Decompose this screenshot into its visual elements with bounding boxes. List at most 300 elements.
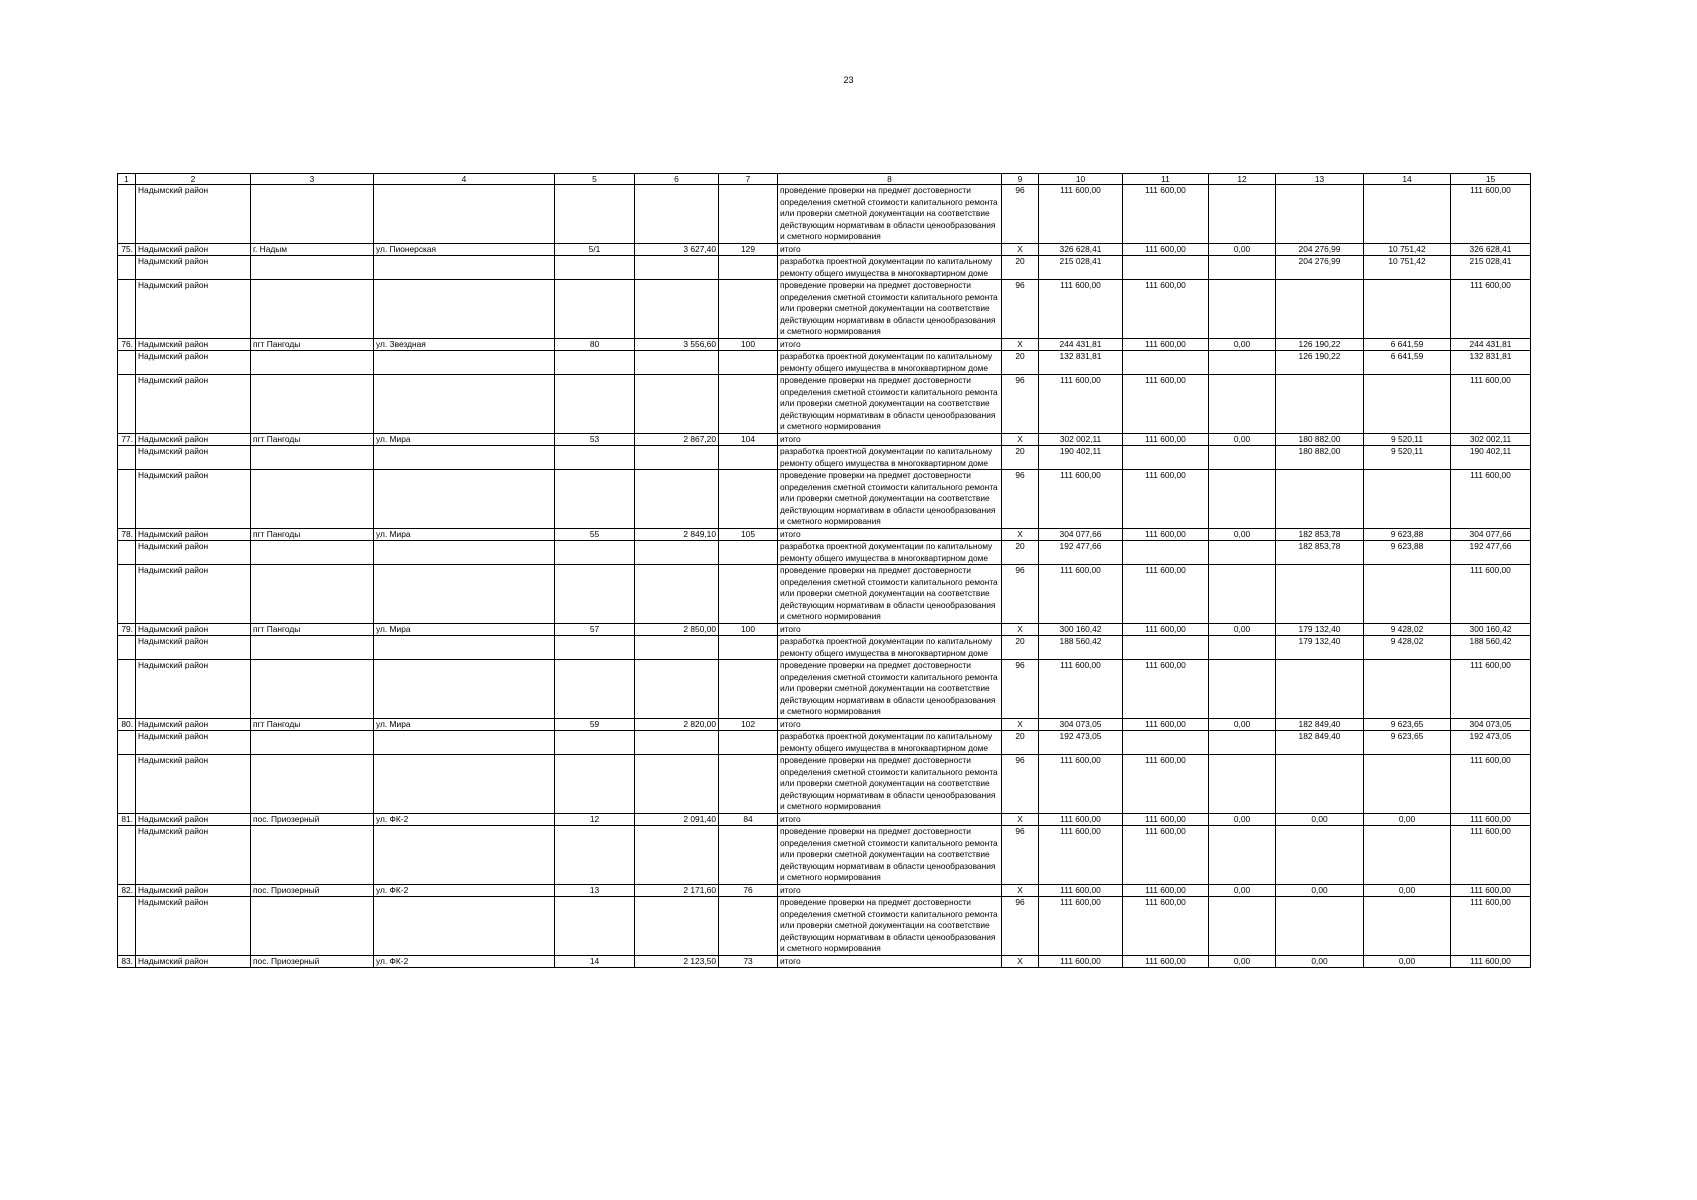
- cell-total-cost: 111 600,00: [1039, 185, 1123, 244]
- cell-district: Надымский район: [136, 446, 251, 470]
- cell-cost-col-14: 9 428,02: [1364, 623, 1451, 636]
- cell-cost-col-13: 179 132,40: [1276, 636, 1364, 660]
- cell-residents: [719, 731, 778, 755]
- cell-row-number: 80.: [118, 718, 136, 731]
- cell-work-code: X: [1002, 955, 1039, 968]
- cell-cost-col-12: [1209, 541, 1276, 565]
- cell-street: [374, 375, 555, 434]
- cell-work-code: X: [1002, 718, 1039, 731]
- cell-street: [374, 185, 555, 244]
- cell-residents: 84: [719, 813, 778, 826]
- cell-total-cost: 192 477,66: [1039, 541, 1123, 565]
- cell-cost-col-13: 0,00: [1276, 813, 1364, 826]
- cell-house-number: 59: [555, 718, 635, 731]
- cell-locality: пос. Приозерный: [251, 955, 374, 968]
- cell-work-code: X: [1002, 243, 1039, 256]
- cell-work-code: 96: [1002, 897, 1039, 956]
- cell-cost-col-12: [1209, 256, 1276, 280]
- cell-cost-col-15: 111 600,00: [1451, 565, 1531, 624]
- cell-residents: [719, 375, 778, 434]
- cell-area: [635, 636, 719, 660]
- cell-work-code: 96: [1002, 755, 1039, 814]
- table-row: [118, 470, 1531, 529]
- cell-work-code: 96: [1002, 185, 1039, 244]
- cell-total-cost: 111 600,00: [1039, 813, 1123, 826]
- cell-area: 2 123,50: [635, 955, 719, 968]
- table-row: [118, 731, 1531, 755]
- cell-cost-col-12: [1209, 470, 1276, 529]
- cell-residents: 76: [719, 884, 778, 897]
- cell-cost-col-13: [1276, 280, 1364, 339]
- cell-residents: [719, 541, 778, 565]
- cell-row-number: [118, 731, 136, 755]
- cell-cost-col-15: 111 600,00: [1451, 955, 1531, 968]
- cell-locality: [251, 375, 374, 434]
- cell-cost-col-11: 111 600,00: [1123, 375, 1209, 434]
- cell-street: ул. Мира: [374, 718, 555, 731]
- cell-residents: 105: [719, 528, 778, 541]
- cell-cost-col-14: 9 520,11: [1364, 446, 1451, 470]
- cell-house-number: [555, 446, 635, 470]
- cell-row-number: [118, 185, 136, 244]
- cell-district: Надымский район: [136, 755, 251, 814]
- cell-area: [635, 565, 719, 624]
- cell-house-number: [555, 351, 635, 375]
- cell-cost-col-15: 111 600,00: [1451, 826, 1531, 885]
- cell-cost-col-14: 0,00: [1364, 884, 1451, 897]
- cell-row-number: [118, 446, 136, 470]
- cell-cost-col-11: 111 600,00: [1123, 884, 1209, 897]
- cell-work-type: проведение проверки на предмет достоверности определения сметной стоимости капитального ремонта или проверки сметной документации на соответствие действующим нормативам в области ценообразования и сметного нормирования: [778, 185, 1002, 244]
- table-row: [118, 884, 1531, 897]
- cell-work-code: 96: [1002, 660, 1039, 719]
- column-header-1: 1: [118, 174, 136, 185]
- cell-cost-col-15: 111 600,00: [1451, 660, 1531, 719]
- cell-locality: г. Надым: [251, 243, 374, 256]
- cell-cost-col-13: 126 190,22: [1276, 351, 1364, 375]
- cell-area: [635, 731, 719, 755]
- cell-cost-col-15: 111 600,00: [1451, 185, 1531, 244]
- cell-residents: [719, 660, 778, 719]
- cell-residents: [719, 897, 778, 956]
- cell-locality: пгт Пангоды: [251, 623, 374, 636]
- cell-cost-col-11: 111 600,00: [1123, 897, 1209, 956]
- cell-district: Надымский район: [136, 718, 251, 731]
- column-header-12: 12: [1209, 174, 1276, 185]
- cell-cost-col-14: 10 751,42: [1364, 243, 1451, 256]
- cell-row-number: [118, 256, 136, 280]
- cell-district: Надымский район: [136, 338, 251, 351]
- cell-work-code: X: [1002, 813, 1039, 826]
- cell-work-code: X: [1002, 528, 1039, 541]
- cell-cost-col-12: [1209, 351, 1276, 375]
- cell-area: 2 171,60: [635, 884, 719, 897]
- cell-work-code: 20: [1002, 731, 1039, 755]
- cell-work-code: X: [1002, 623, 1039, 636]
- cell-total-cost: 188 560,42: [1039, 636, 1123, 660]
- cell-area: [635, 660, 719, 719]
- cell-work-type: разработка проектной документации по капитальному ремонту общего имущества в многоквартирном доме: [778, 446, 1002, 470]
- cell-cost-col-11: 111 600,00: [1123, 433, 1209, 446]
- cell-residents: [719, 446, 778, 470]
- cell-locality: [251, 446, 374, 470]
- cell-cost-col-15: 304 077,66: [1451, 528, 1531, 541]
- cell-street: ул. ФК-2: [374, 813, 555, 826]
- table-row: [118, 351, 1531, 375]
- cell-area: [635, 280, 719, 339]
- cell-cost-col-15: 111 600,00: [1451, 375, 1531, 434]
- cell-row-number: [118, 897, 136, 956]
- cell-work-code: 20: [1002, 446, 1039, 470]
- cell-locality: [251, 755, 374, 814]
- cell-area: 3 556,60: [635, 338, 719, 351]
- cell-row-number: [118, 280, 136, 339]
- cell-residents: [719, 351, 778, 375]
- cell-row-number: [118, 755, 136, 814]
- cell-cost-col-13: [1276, 755, 1364, 814]
- cell-locality: [251, 826, 374, 885]
- table-row: [118, 433, 1531, 446]
- table-row: [118, 826, 1531, 885]
- column-header-4: 4: [374, 174, 555, 185]
- cell-cost-col-11: 111 600,00: [1123, 338, 1209, 351]
- cell-locality: [251, 541, 374, 565]
- cell-residents: [719, 280, 778, 339]
- cell-cost-col-15: 111 600,00: [1451, 755, 1531, 814]
- cell-locality: пос. Приозерный: [251, 813, 374, 826]
- cell-cost-col-15: 111 600,00: [1451, 897, 1531, 956]
- table-row: [118, 338, 1531, 351]
- cell-cost-col-12: [1209, 280, 1276, 339]
- cell-cost-col-11: 111 600,00: [1123, 623, 1209, 636]
- cell-work-code: 96: [1002, 470, 1039, 529]
- cell-district: Надымский район: [136, 623, 251, 636]
- table-header-row: [118, 174, 1531, 185]
- cell-cost-col-15: 192 473,05: [1451, 731, 1531, 755]
- table-row: [118, 955, 1531, 968]
- cell-area: [635, 826, 719, 885]
- cell-cost-col-15: 188 560,42: [1451, 636, 1531, 660]
- cell-locality: пгт Пангоды: [251, 338, 374, 351]
- cell-street: ул. Пионерская: [374, 243, 555, 256]
- cell-cost-col-12: 0,00: [1209, 623, 1276, 636]
- cell-cost-col-11: 111 600,00: [1123, 185, 1209, 244]
- cell-residents: [719, 565, 778, 624]
- cell-work-code: X: [1002, 884, 1039, 897]
- cell-district: Надымский район: [136, 256, 251, 280]
- cell-cost-col-15: 326 628,41: [1451, 243, 1531, 256]
- table-row: [118, 446, 1531, 470]
- table-row: [118, 565, 1531, 624]
- cell-row-number: [118, 375, 136, 434]
- cell-district: Надымский район: [136, 528, 251, 541]
- cell-house-number: [555, 541, 635, 565]
- cell-street: ул. ФК-2: [374, 955, 555, 968]
- cell-house-number: 12: [555, 813, 635, 826]
- table-row: [118, 280, 1531, 339]
- cell-cost-col-11: 111 600,00: [1123, 813, 1209, 826]
- cell-row-number: 79.: [118, 623, 136, 636]
- cell-work-code: 20: [1002, 351, 1039, 375]
- cell-cost-col-12: 0,00: [1209, 813, 1276, 826]
- cell-cost-col-13: 182 853,78: [1276, 541, 1364, 565]
- cell-street: ул. Мира: [374, 528, 555, 541]
- cell-cost-col-11: [1123, 731, 1209, 755]
- cell-house-number: 5/1: [555, 243, 635, 256]
- cell-district: Надымский район: [136, 660, 251, 719]
- cell-work-code: 96: [1002, 826, 1039, 885]
- cell-row-number: [118, 660, 136, 719]
- cell-area: [635, 446, 719, 470]
- cell-work-type: разработка проектной документации по капитальному ремонту общего имущества в многоквартирном доме: [778, 256, 1002, 280]
- cell-cost-col-13: 126 190,22: [1276, 338, 1364, 351]
- cell-work-type: итого: [778, 955, 1002, 968]
- cell-cost-col-12: [1209, 731, 1276, 755]
- cell-residents: [719, 636, 778, 660]
- cell-work-code: X: [1002, 433, 1039, 446]
- cell-house-number: 13: [555, 884, 635, 897]
- cell-total-cost: 326 628,41: [1039, 243, 1123, 256]
- cell-cost-col-14: [1364, 565, 1451, 624]
- cell-work-type: итого: [778, 884, 1002, 897]
- cell-locality: [251, 636, 374, 660]
- cell-work-type: разработка проектной документации по капитальному ремонту общего имущества в многоквартирном доме: [778, 636, 1002, 660]
- cell-cost-col-15: 111 600,00: [1451, 884, 1531, 897]
- cell-row-number: 75.: [118, 243, 136, 256]
- cell-house-number: [555, 826, 635, 885]
- cell-cost-col-14: [1364, 755, 1451, 814]
- cell-row-number: 76.: [118, 338, 136, 351]
- cell-total-cost: 215 028,41: [1039, 256, 1123, 280]
- cell-cost-col-13: 0,00: [1276, 955, 1364, 968]
- cell-cost-col-14: 9 428,02: [1364, 636, 1451, 660]
- table-row: [118, 541, 1531, 565]
- cell-cost-col-11: 111 600,00: [1123, 565, 1209, 624]
- cell-locality: [251, 280, 374, 339]
- cell-district: Надымский район: [136, 636, 251, 660]
- cell-cost-col-14: [1364, 826, 1451, 885]
- cell-row-number: 82.: [118, 884, 136, 897]
- cell-total-cost: 304 073,05: [1039, 718, 1123, 731]
- cell-work-code: 96: [1002, 565, 1039, 624]
- cell-cost-col-13: [1276, 826, 1364, 885]
- cell-house-number: [555, 897, 635, 956]
- cell-cost-col-14: [1364, 660, 1451, 719]
- cell-total-cost: 192 473,05: [1039, 731, 1123, 755]
- table-row: [118, 636, 1531, 660]
- column-header-10: 10: [1039, 174, 1123, 185]
- cell-cost-col-11: 111 600,00: [1123, 755, 1209, 814]
- cell-cost-col-13: 204 276,99: [1276, 243, 1364, 256]
- cell-house-number: [555, 185, 635, 244]
- cell-district: Надымский район: [136, 826, 251, 885]
- column-header-9: 9: [1002, 174, 1039, 185]
- table-row: [118, 660, 1531, 719]
- cell-cost-col-12: 0,00: [1209, 243, 1276, 256]
- cell-work-type: проведение проверки на предмет достоверности определения сметной стоимости капитального ремонта или проверки сметной документации на соответствие действующим нормативам в области ценообразования и сметного нормирования: [778, 375, 1002, 434]
- cell-work-type: итого: [778, 528, 1002, 541]
- cell-cost-col-13: 179 132,40: [1276, 623, 1364, 636]
- cell-residents: [719, 470, 778, 529]
- table-body: [118, 185, 1531, 968]
- cell-district: Надымский район: [136, 731, 251, 755]
- cell-work-type: разработка проектной документации по капитальному ремонту общего имущества в многоквартирном доме: [778, 351, 1002, 375]
- cell-street: ул. Мира: [374, 623, 555, 636]
- cell-locality: [251, 565, 374, 624]
- cell-house-number: [555, 660, 635, 719]
- cell-cost-col-13: [1276, 375, 1364, 434]
- cell-district: Надымский район: [136, 470, 251, 529]
- cell-cost-col-12: [1209, 636, 1276, 660]
- cell-work-type: проведение проверки на предмет достоверности определения сметной стоимости капитального ремонта или проверки сметной документации на соответствие действующим нормативам в области ценообразования и сметного нормирования: [778, 755, 1002, 814]
- cell-cost-col-15: 300 160,42: [1451, 623, 1531, 636]
- works-table: [117, 173, 1531, 968]
- column-header-5: 5: [555, 174, 635, 185]
- cell-cost-col-12: [1209, 375, 1276, 434]
- column-header-15: 15: [1451, 174, 1531, 185]
- cell-cost-col-14: 0,00: [1364, 813, 1451, 826]
- cell-cost-col-12: [1209, 755, 1276, 814]
- cell-area: [635, 755, 719, 814]
- cell-residents: [719, 755, 778, 814]
- cell-district: Надымский район: [136, 884, 251, 897]
- cell-house-number: [555, 636, 635, 660]
- table-row: [118, 256, 1531, 280]
- cell-total-cost: 302 002,11: [1039, 433, 1123, 446]
- cell-cost-col-12: 0,00: [1209, 884, 1276, 897]
- table-row: [118, 813, 1531, 826]
- cell-residents: 102: [719, 718, 778, 731]
- cell-cost-col-14: 9 520,11: [1364, 433, 1451, 446]
- cell-area: [635, 541, 719, 565]
- cell-locality: пос. Приозерный: [251, 884, 374, 897]
- cell-street: [374, 280, 555, 339]
- cell-total-cost: 111 600,00: [1039, 884, 1123, 897]
- cell-cost-col-14: 9 623,65: [1364, 718, 1451, 731]
- cell-cost-col-13: [1276, 897, 1364, 956]
- cell-district: Надымский район: [136, 375, 251, 434]
- cell-house-number: 57: [555, 623, 635, 636]
- cell-street: [374, 256, 555, 280]
- cell-cost-col-11: 111 600,00: [1123, 660, 1209, 719]
- cell-locality: [251, 351, 374, 375]
- cell-cost-col-15: 215 028,41: [1451, 256, 1531, 280]
- cell-cost-col-11: [1123, 256, 1209, 280]
- cell-cost-col-15: 111 600,00: [1451, 813, 1531, 826]
- cell-work-type: проведение проверки на предмет достоверности определения сметной стоимости капитального ремонта или проверки сметной документации на соответствие действующим нормативам в области ценообразования и сметного нормирования: [778, 897, 1002, 956]
- cell-house-number: [555, 731, 635, 755]
- cell-cost-col-12: 0,00: [1209, 338, 1276, 351]
- cell-locality: [251, 897, 374, 956]
- cell-area: [635, 470, 719, 529]
- cell-cost-col-15: 190 402,11: [1451, 446, 1531, 470]
- cell-street: [374, 897, 555, 956]
- cell-cost-col-13: 182 853,78: [1276, 528, 1364, 541]
- cell-cost-col-15: 302 002,11: [1451, 433, 1531, 446]
- cell-area: 2 091,40: [635, 813, 719, 826]
- cell-street: [374, 470, 555, 529]
- cell-work-type: проведение проверки на предмет достоверности определения сметной стоимости капитального ремонта или проверки сметной документации на соответствие действующим нормативам в области ценообразования и сметного нормирования: [778, 280, 1002, 339]
- cell-district: Надымский район: [136, 813, 251, 826]
- cell-cost-col-13: [1276, 470, 1364, 529]
- cell-district: Надымский район: [136, 185, 251, 244]
- cell-work-code: 20: [1002, 636, 1039, 660]
- cell-cost-col-15: 111 600,00: [1451, 280, 1531, 339]
- cell-cost-col-12: [1209, 897, 1276, 956]
- cell-row-number: [118, 541, 136, 565]
- cell-row-number: 81.: [118, 813, 136, 826]
- cell-total-cost: 244 431,81: [1039, 338, 1123, 351]
- table-row: [118, 623, 1531, 636]
- cell-cost-col-13: 182 849,40: [1276, 718, 1364, 731]
- cell-area: [635, 897, 719, 956]
- table-row: [118, 718, 1531, 731]
- cell-work-type: проведение проверки на предмет достоверности определения сметной стоимости капитального ремонта или проверки сметной документации на соответствие действующим нормативам в области ценообразования и сметного нормирования: [778, 826, 1002, 885]
- cell-residents: 100: [719, 338, 778, 351]
- cell-total-cost: 111 600,00: [1039, 755, 1123, 814]
- cell-cost-col-13: 182 849,40: [1276, 731, 1364, 755]
- table-row: [118, 185, 1531, 244]
- table-row: [118, 755, 1531, 814]
- cell-cost-col-14: [1364, 897, 1451, 956]
- cell-work-code: X: [1002, 338, 1039, 351]
- cell-street: [374, 565, 555, 624]
- cell-cost-col-14: [1364, 280, 1451, 339]
- cell-cost-col-12: [1209, 446, 1276, 470]
- cell-work-type: итого: [778, 433, 1002, 446]
- cell-residents: 104: [719, 433, 778, 446]
- column-header-8: 8: [778, 174, 1002, 185]
- cell-house-number: [555, 375, 635, 434]
- cell-cost-col-14: 6 641,59: [1364, 351, 1451, 375]
- cell-cost-col-14: [1364, 375, 1451, 434]
- cell-cost-col-12: 0,00: [1209, 433, 1276, 446]
- cell-cost-col-13: [1276, 185, 1364, 244]
- cell-cost-col-12: [1209, 826, 1276, 885]
- cell-cost-col-13: 180 882,00: [1276, 433, 1364, 446]
- cell-cost-col-14: 0,00: [1364, 955, 1451, 968]
- table-row: [118, 528, 1531, 541]
- cell-cost-col-11: 111 600,00: [1123, 718, 1209, 731]
- cell-house-number: 53: [555, 433, 635, 446]
- cell-street: [374, 755, 555, 814]
- cell-work-type: проведение проверки на предмет достоверности определения сметной стоимости капитального ремонта или проверки сметной документации на соответствие действующим нормативам в области ценообразования и сметного нормирования: [778, 565, 1002, 624]
- cell-cost-col-11: 111 600,00: [1123, 955, 1209, 968]
- cell-area: [635, 256, 719, 280]
- cell-total-cost: 111 600,00: [1039, 280, 1123, 339]
- cell-cost-col-12: [1209, 660, 1276, 719]
- cell-work-type: итого: [778, 338, 1002, 351]
- cell-cost-col-15: 244 431,81: [1451, 338, 1531, 351]
- cell-cost-col-11: 111 600,00: [1123, 470, 1209, 529]
- cell-house-number: [555, 256, 635, 280]
- cell-street: [374, 731, 555, 755]
- cell-work-code: 96: [1002, 375, 1039, 434]
- cell-house-number: 55: [555, 528, 635, 541]
- cell-cost-col-15: 132 831,81: [1451, 351, 1531, 375]
- cell-row-number: [118, 351, 136, 375]
- cell-street: [374, 351, 555, 375]
- cell-work-code: 96: [1002, 280, 1039, 339]
- cell-locality: пгт Пангоды: [251, 718, 374, 731]
- cell-house-number: 14: [555, 955, 635, 968]
- cell-total-cost: 111 600,00: [1039, 470, 1123, 529]
- cell-street: [374, 541, 555, 565]
- cell-cost-col-13: 0,00: [1276, 884, 1364, 897]
- cell-cost-col-14: 9 623,88: [1364, 528, 1451, 541]
- cell-locality: [251, 470, 374, 529]
- cell-work-type: итого: [778, 243, 1002, 256]
